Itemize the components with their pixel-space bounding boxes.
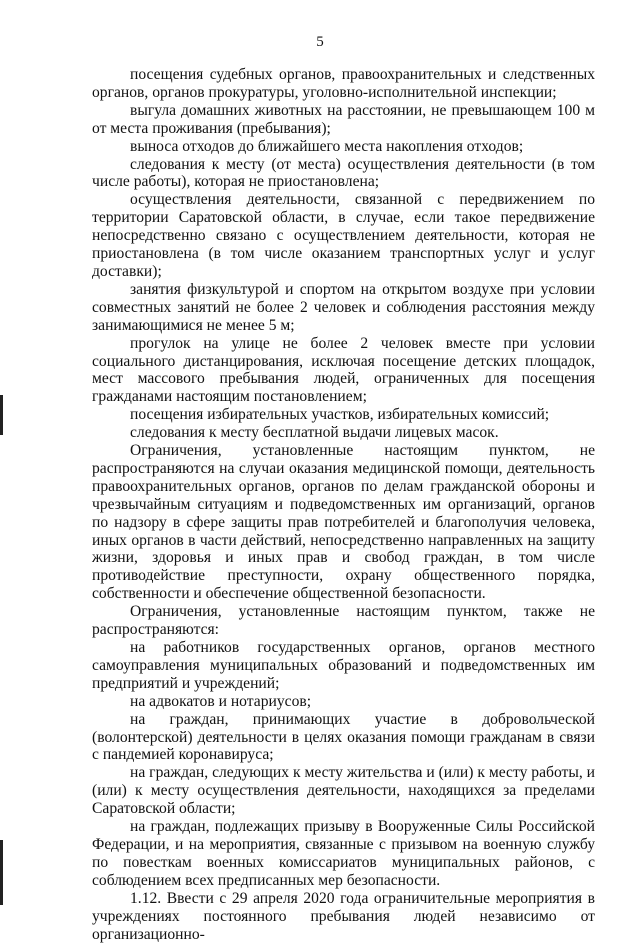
paragraph: следования к месту бесплатной выдачи лицевых масок. xyxy=(130,424,499,442)
paragraph: осуществления деятельности, связанной с передвижением по территории Саратовской области, в случае, если такое передвижение непосредственно связано с осуществлением деятельности, которая не приостановлена (в том числе оказанием транспортных услуг и услуг доставки); xyxy=(92,191,595,280)
paragraph: выгула домашних животных на расстоянии, не превышающем 100 м от места проживания (пребывания); xyxy=(92,101,595,137)
document-body xyxy=(92,66,595,943)
paragraph: на граждан, подлежащих призыву в Вооруженные Силы Российской Федерации, и на мероприятия, связанные с призывом на военную службу по повесткам военных комиссариатов муниципальных районов, с соблюдением всех предписанных мер безопасности. xyxy=(92,818,595,889)
scan-edge-mark-top xyxy=(0,395,3,435)
page-number: 5 xyxy=(316,34,324,50)
paragraph: на адвокатов и нотариусов; xyxy=(130,692,312,710)
paragraph: на работников государственных органов, органов местного самоуправления муниципальных образований и подведомственных им предприятий и учреждений; xyxy=(92,639,595,692)
paragraph: 1.12. Ввести с 29 апреля 2020 года ограничительные мероприятия в учреждениях постоянного пребывания людей независимо от организационно- xyxy=(92,889,595,943)
paragraph: посещения избирательных участков, избирательных комиссий; xyxy=(130,406,550,424)
paragraph: выноса отходов до ближайшего места накопления отходов; xyxy=(130,137,524,155)
paragraph: прогулок на улице не более 2 человек вместе при условии социального дистанцирования, исключая посещение детских площадок, мест массового пребывания людей, ограниченных для посещения гражданами настоящим постановлением; xyxy=(92,334,595,406)
paragraph: Ограничения, установленные настоящим пунктом, также не распространяются: xyxy=(92,603,595,639)
paragraph: следования к месту (от места) осуществления деятельности (в том числе работы), которая не приостановлена; xyxy=(92,155,595,191)
paragraph: на граждан, следующих к месту жительства и (или) к месту работы, и (или) к месту осуществления деятельности, находящихся за пределами Саратовской области; xyxy=(92,764,595,818)
paragraph: Ограничения, установленные настоящим пунктом, не распространяются на случаи оказания медицинской помощи, деятельность правоохранительных органов, органов по делам гражданской обороны и чрезвычайным ситуациям и подведомственных им организаций, органов по надзору в сфере защиты прав потребителей и благополучия человека, иных органов в части действий, непосредственно направленных на защиту жизни, здоровья и иных прав и свобод граждан, в том числе противодействие преступности, охрану общественного порядка, собственности и обеспечение общественной безопасности. xyxy=(92,442,595,603)
paragraph: на граждан, принимающих участие в добровольческой (волонтерской) деятельности в целях оказания помощи гражданам в связи с пандемией коронавируса; xyxy=(92,710,595,764)
paragraph: занятия физкультурой и спортом на открытом воздухе при условии совместных занятий не более 2 человек и соблюдения расстояния между занимающимися не менее 5 м; xyxy=(92,280,595,334)
paragraph: посещения судебных органов, правоохранительных и следственных органов, органов прокуратуры, уголовно-исполнительной инспекции; xyxy=(92,66,595,101)
scan-edge-mark-bottom xyxy=(0,840,3,905)
